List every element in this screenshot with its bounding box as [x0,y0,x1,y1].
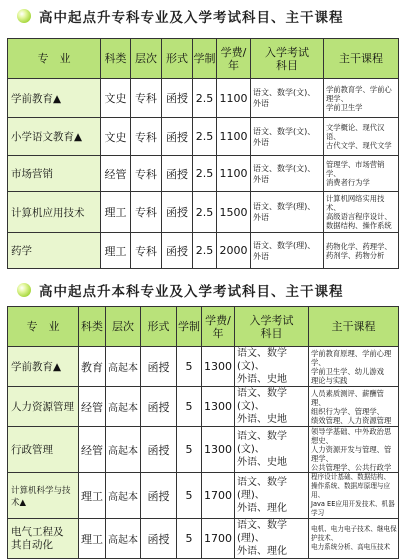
subjects-cell: 语文、数学(文)、 外语、史地 [235,387,309,427]
header-major: 专 业 [8,307,79,347]
table-row [8,427,399,473]
form-cell: 函授 [162,192,193,233]
years-cell: 5 [177,387,202,427]
subjects-cell: 语文、数学(文)、 外语、史地 [235,427,309,473]
header-category: 科类 [79,307,106,347]
subjects-cell: 语文、数学(理)、外语 [251,192,324,233]
section-title: 高中起点升本科专业及入学考试科目、主干课程 [39,284,344,300]
category-cell: 理工 [101,192,131,233]
header-fee: 学费/年 [202,307,235,347]
subjects-cell: 语文、数学(文)、外语 [251,79,324,118]
level-cell: 高起本 [106,427,141,473]
subjects-cell: 语文、数学(文)、 外语、史地 [235,347,309,387]
form-cell: 函授 [141,387,177,427]
header-row [8,39,399,79]
form-cell: 函授 [162,79,193,118]
level-cell: 专科 [131,233,162,269]
header-years: 学制 [177,307,202,347]
fee-cell: 1700 [202,519,235,559]
form-cell: 函授 [162,118,193,156]
years-cell: 2.5 [193,118,217,156]
subjects-cell: 语文、数学(理)、外语 [251,233,324,269]
table-row [8,347,399,387]
form-cell: 函授 [162,233,193,269]
fee-cell: 1700 [202,473,235,519]
courses-cell: 人员素质测评、薪酬管理、 组织行为学、管理学、 绩效管理、人力资源管理 [309,387,399,427]
table-row [8,192,399,233]
header-subjects: 入学考试 科目 [251,39,324,79]
years-cell: 5 [177,473,202,519]
fee-cell: 2000 [217,233,251,269]
form-cell: 函授 [141,427,177,473]
category-cell: 文史 [101,79,131,118]
header-courses: 主干课程 [309,307,399,347]
courses-cell: 领导学基础、中外政治思想史、 人力资源开发与管理、管理学、 公共管理学、公共行政学 [309,427,399,473]
major-cell: 计算机科学与技术▲ [8,473,79,519]
table-benke [7,306,399,559]
category-cell: 经管 [79,427,106,473]
years-cell: 5 [177,519,202,559]
subjects-cell: 语文、数学(文)、外语 [251,118,324,156]
courses-cell: 电机、电力电子技术、继电保护技术、 电力系统分析、高电压技术 [309,519,399,559]
courses-cell: 文学概论、现代汉语、 古代文学、现代文学 [324,118,399,156]
major-cell: 市场营销 [8,156,101,192]
header-major: 专 业 [8,39,101,79]
major-cell: 人力资源管理 [8,387,79,427]
header-level: 层次 [131,39,162,79]
fee-cell: 1100 [217,79,251,118]
table-row [8,118,399,156]
courses-cell: 计算机网络实用技术、 高级语言程序设计、 数据结构、操作系统 [324,192,399,233]
table-row [8,473,399,519]
major-cell: 学前教育▲ [8,347,79,387]
major-cell: 学前教育▲ [8,79,101,118]
courses-cell: 学前教育学、学前心理学、 学前卫生学 [324,79,399,118]
table-row [8,233,399,269]
table-row [8,79,399,118]
years-cell: 2.5 [193,156,217,192]
header-courses: 主干课程 [324,39,399,79]
courses-cell: 学前教育原理、学前心理学、 学前卫生学、幼儿游戏 理论与实践 [309,347,399,387]
table-row [8,387,399,427]
major-cell: 行政管理 [8,427,79,473]
level-cell: 专科 [131,79,162,118]
fee-cell: 1500 [217,192,251,233]
level-cell: 高起本 [106,473,141,519]
years-cell: 5 [177,427,202,473]
form-cell: 函授 [162,156,193,192]
category-cell: 文史 [101,118,131,156]
form-cell: 函授 [141,519,177,559]
table-row [8,519,399,559]
category-cell: 理工 [79,519,106,559]
bullet-icon [17,283,31,297]
years-cell: 5 [177,347,202,387]
category-cell: 经管 [79,387,106,427]
courses-cell: 管理学、市场营销学、 消费者行为学 [324,156,399,192]
header-fee: 学费/年 [217,39,251,79]
level-cell: 专科 [131,156,162,192]
form-cell: 函授 [141,473,177,519]
section-title: 高中起点升专科专业及入学考试科目、主干课程 [39,10,344,26]
fee-cell: 1300 [202,387,235,427]
level-cell: 高起本 [106,387,141,427]
level-cell: 专科 [131,118,162,156]
header-form: 形式 [141,307,177,347]
bullet-icon [17,9,31,23]
fee-cell: 1100 [217,118,251,156]
level-cell: 专科 [131,192,162,233]
section-title-bar [0,279,344,301]
header-form: 形式 [162,39,193,79]
category-cell: 教育 [79,347,106,387]
years-cell: 2.5 [193,79,217,118]
subjects-cell: 语文、数学(理)、 外语、理化 [235,519,309,559]
subjects-cell: 语文、数学(理)、 外语、理化 [235,473,309,519]
major-cell: 药学 [8,233,101,269]
major-cell: 计算机应用技术 [8,192,101,233]
major-cell: 电气工程及 其自动化 [8,519,79,559]
category-cell: 经管 [101,156,131,192]
years-cell: 2.5 [193,192,217,233]
fee-cell: 1300 [202,347,235,387]
section-title-bar [0,5,344,27]
header-level: 层次 [106,307,141,347]
category-cell: 理工 [101,233,131,269]
subjects-cell: 语文、数学(文)、外语 [251,156,324,192]
table-zhuanke [7,38,399,269]
level-cell: 高起本 [106,519,141,559]
header-category: 科类 [101,39,131,79]
table-row [8,156,399,192]
years-cell: 2.5 [193,233,217,269]
category-cell: 理工 [79,473,106,519]
level-cell: 高起本 [106,347,141,387]
fee-cell: 1300 [202,427,235,473]
form-cell: 函授 [141,347,177,387]
header-row [8,307,399,347]
courses-cell: 程序设计基础、数据结构、 操作系统、数据库原理与应用、 Java EE应用开发技术、机器学习 [309,473,399,519]
major-cell: 小学语文教育▲ [8,118,101,156]
header-subjects: 入学考试 科目 [235,307,309,347]
courses-cell: 药物化学、药理学、 药剂学、药物分析 [324,233,399,269]
fee-cell: 1100 [217,156,251,192]
header-years: 学制 [193,39,217,79]
